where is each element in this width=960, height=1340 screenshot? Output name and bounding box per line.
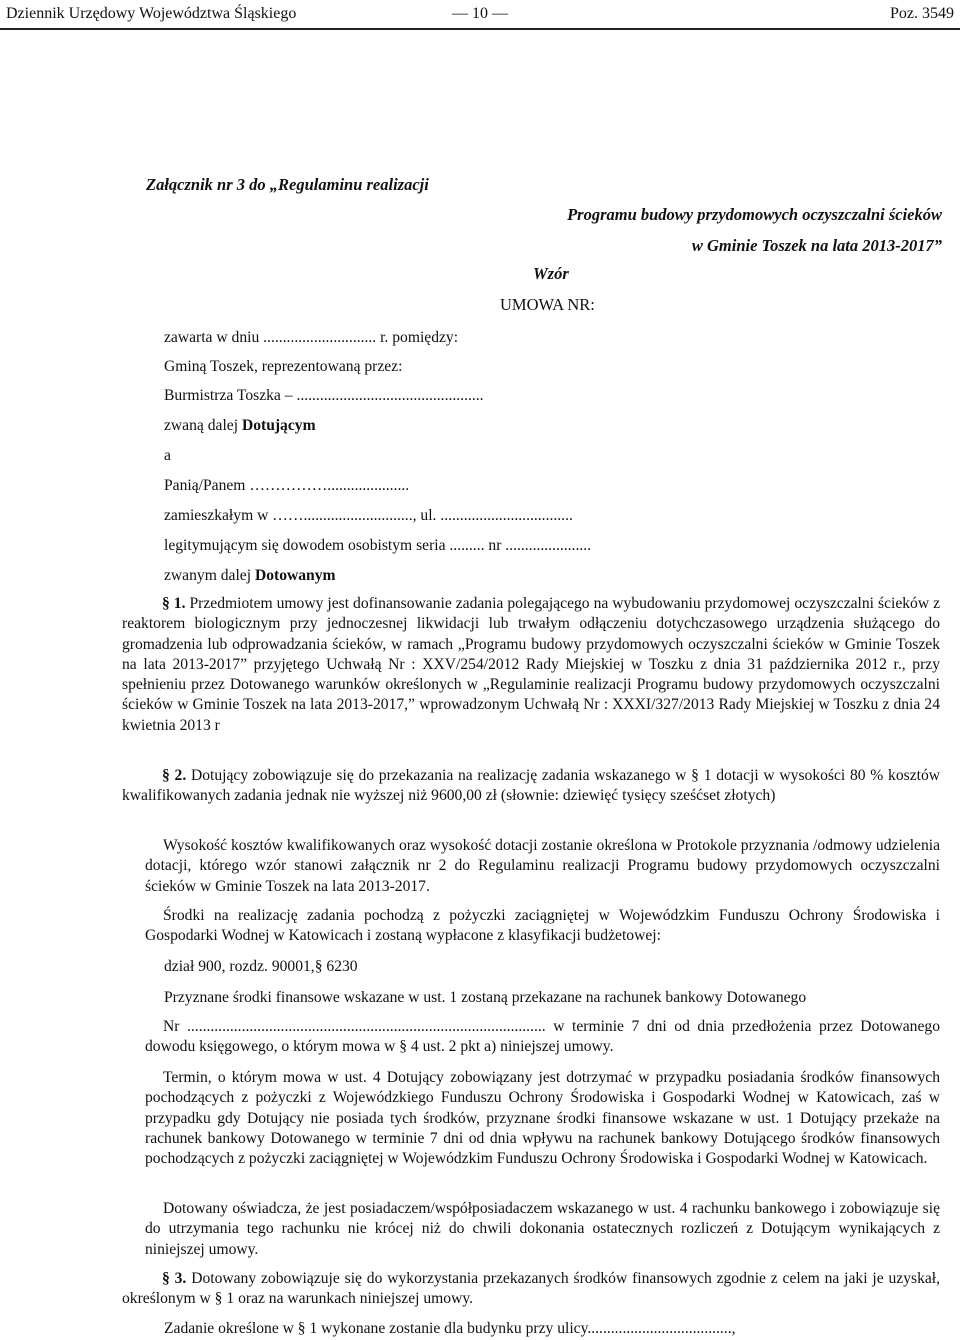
section-2-text: Dotujący zobowiązuje się do przekazania na realizację zadania wskazanego w § 1 dotacji w wysokości 80 % kosztów kwalifikowanych zadania jednak nie wyższej niż 9600,00 zł (słownie: dziewięć tysięcy sześćset złotych) <box>122 767 941 805</box>
paragraph-oswiadcza: Dotowany oświadcza, że jest posiadaczem/współposiadaczem wskazanego w ust. 4 rachunku bankowego i zobowiązuje się do utrzymania tego rachunku nie krócej niż do chwili dokonania ostatecznych rozliczeń z Dotującym wynikających z niniejszej umowy. <box>145 1200 940 1258</box>
journal-title: Dziennik Urzędowy Województwa Śląskiego <box>6 5 297 22</box>
program-title-line1: Programu budowy przydomowych oczyszczalni ścieków <box>567 205 942 224</box>
section-1-text: Przedmiotem umowy jest dofinansowanie zadania polegającego na wybudowaniu przydomowej oczyszczalni ścieków z reaktorem biologicznym przy jednoczesnej likwidacji lub trwałym odłączeniu dotychczasowego urządzenia służącego do gromadzenia lub odprowadzania ścieków, w ramach „Programu budowy przydomowych oczyszczalni ścieków w Gminie Toszek na lata 2013-2017” przyjętego Uchwałą Nr : XXV/254/2012 Rady Miejskiej w Toszku z dnia 31 października 2012 r., przy spełnieniu przez Dotowanego warunków określonych w „Regulaminie realizacji Programu budowy przydomowych oczyszczalni ścieków w Gminie Toszek na lata 2013-2017,” wprowadzonym Uchwałą Nr : XXXI/327/2013 Rady Miejskiej w Toszku z dnia 24 kwietnia 2013 r <box>122 595 941 734</box>
party2-line: Panią/Panem ……………..................... <box>164 477 410 494</box>
contract-title: UMOWA NR: <box>500 295 595 314</box>
page-number: — 10 — <box>452 5 508 22</box>
section-2-number: § 2. <box>162 767 187 784</box>
dotujacy-line <box>164 416 316 436</box>
paragraph-zadanie: Zadanie określone w § 1 wykonane zostanie dla budynku przy ulicy....................................., <box>164 1320 736 1337</box>
section-1 <box>122 594 940 736</box>
dotowany-label: Dotowanym <box>254 567 336 584</box>
annex-title: Załącznik nr 3 do „Regulaminu realizacji <box>146 175 429 194</box>
dotujacy-prefix: zwaną dalej <box>164 417 242 434</box>
conjunction-a: a <box>164 447 171 464</box>
paragraph-wysokosc: Wysokość kosztów kwalifikowanych oraz wysokość dotacji zostanie określona w Protokole przyznania /odmowy udzielenia dotacji, którego wzór stanowi załącznik nr 2 do Regulaminu realizacji Programu budowy przydomowych oczyszczalni ścieków w Gminie Toszek na lata 2013-2017. <box>145 837 940 895</box>
section-3-number: § 3. <box>162 1270 187 1287</box>
section-1-number: § 1. <box>162 595 186 612</box>
position-number: Poz. 3549 <box>890 5 954 22</box>
intro-line: Gminą Toszek, reprezentowaną przez: <box>164 358 403 375</box>
paragraph-dzial: dział 900, rozdz. 90001,§ 6230 <box>164 958 358 975</box>
paragraph-termin: Termin, o którym mowa w ust. 4 Dotujący zobowiązany jest dotrzymać w przypadku posiadania środków finansowych pochodzących z pożyczki z Wojewódzkiego Funduszu Ochrony Środowiska i Gospodarki Wodnej w Katowicach, zaś w przypadku gdy Dotujący nie posiada tych środków, przyznane środki finansowe wskazane w ust. 1 Dotujący przekaże na rachunek bankowy Dotowanego w terminie 7 dni od dnia wpływu na rachunek bankowy Dotującego środków finansowych pochodzących z pożyczki zaciągniętej w Wojewódzkim Funduszu Ochrony Środowiska i Gospodarki Wodnej w Katowicach. <box>145 1069 940 1168</box>
dotujacy-label: Dotującym <box>241 417 316 434</box>
section-2 <box>122 766 940 807</box>
party2-line: legitymującym się dowodem osobistym seria ......... nr ...................... <box>164 537 592 554</box>
paragraph-srodki: Środki na realizację zadania pochodzą z pożyczki zaciągniętej w Wojewódzkim Funduszu Ochrony Środowiska i Gospodarki Wodnej w Katowicach i zostaną wypłacone z klasyfikacji budżetowej: <box>145 907 940 945</box>
dotowany-line <box>164 566 336 586</box>
intro-line: zawarta w dniu ............................. r. pomiędzy: <box>164 329 459 346</box>
paragraph-nr: Nr ............................................................................................ w terminie 7 dni od dnia przedłożenia przez Dotowanego dowodu księgowego, o którym mowa w § 4 ust. 2 pkt a) niniejszej umowy. <box>145 1018 940 1056</box>
journal-header <box>0 0 960 30</box>
program-title-line2: w Gminie Toszek na lata 2013-2017” <box>691 236 942 255</box>
section-3 <box>122 1269 940 1310</box>
section-3-text: Dotowany zobowiązuje się do wykorzystania przekazanych środków finansowych zgodnie z celem na jaki je uzyskał, określonym w § 1 oraz na warunkach niniejszej umowy. <box>122 1270 941 1308</box>
dotowany-prefix: zwanym dalej <box>164 567 255 584</box>
wzor-label: Wzór <box>533 264 569 283</box>
paragraph-przyznane: Przyznane środki finansowe wskazane w ust. 1 zostaną przekazane na rachunek bankowy Dotowanego <box>164 989 807 1006</box>
intro-line: Burmistrza Toszka – ................................................ <box>164 387 484 404</box>
party2-line: zamieszkałym w ……............................, ul. .................................. <box>164 507 573 524</box>
